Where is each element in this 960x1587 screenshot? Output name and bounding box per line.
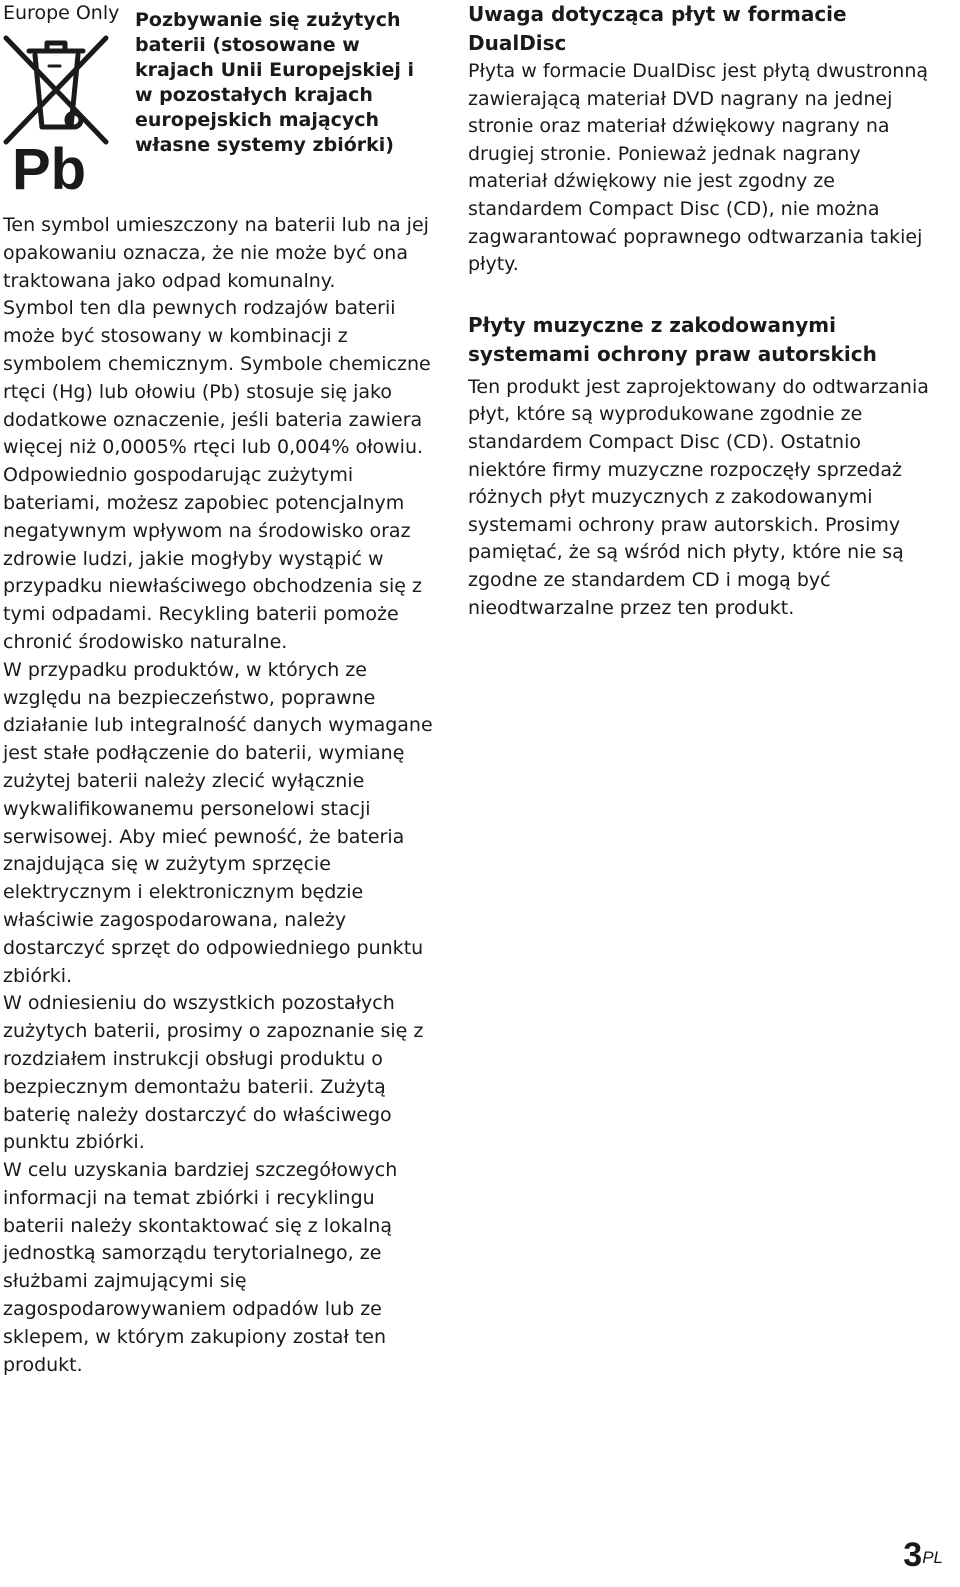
page-language-code: PL	[922, 1548, 943, 1567]
dualdisc-heading: Uwaga dotycząca płyt w formacie DualDisc	[468, 2, 847, 55]
paragraph: W odniesieniu do wszystkich pozostałych zużytych baterii, prosimy o zapoznanie się z rozdziałem instrukcji obsługi produktu o bezpiecznym demontażu baterii. Zużytą baterię należy dostarczyć do właściwego punktu zbiórki.	[3, 992, 424, 1154]
region-label: Europe Only	[3, 2, 120, 24]
paragraph: W celu uzyskania bardziej szczegółowych informacji na temat zbiórki i recyklingu baterii należy skontaktować się z lokalną jednostką samorządu terytorialnego, ze służbami zajmującymi się zagospodarowywaniem odpadów lub ze sklepem, w którym zakupiony został ten produkt.	[3, 1159, 398, 1376]
paragraph: Ten symbol umieszczony na baterii lub na jej opakowaniu oznacza, że nie może być ona traktowana jako odpad komunalny.	[3, 214, 429, 292]
right-column	[468, 0, 938, 622]
copy-protection-heading: Płyty muzyczne z zakodowanymi systemami ochrony praw autorskich	[468, 312, 877, 366]
copy-protection-text: Ten produkt jest zaprojektowany do odtwarzania płyt, które są wyprodukowane zgodnie ze standardem Compact Disc (CD). Ostatnio niektóre firmy muzyczne rozpoczęły sprzedaż różnych płyt muzycznych z zakodowanymi systemami ochrony praw autorskich. Prosimy pamiętać, że są wśród nich płyty, które nie są zgodne ze standardem CD i mogą być nieodtwarzalne przez ten produkt.	[468, 375, 929, 619]
dualdisc-text: Płyta w formacie DualDisc jest płytą dwustronną zawierającą materiał DVD nagrany na jednej stronie oraz materiał dźwiękowy nagrany na drugiej stronie. Ponieważ jednak nagrany materiał dźwiękowy nie jest zgodny ze standardem Compact Disc (CD), nie można zagwarantować poprawnego odtwarzania takiej płyty.	[468, 60, 929, 276]
battery-disposal-text	[3, 212, 435, 1379]
crossed-out-wheeled-bin-icon	[2, 34, 110, 146]
battery-disposal-heading: Pozbywanie się zużytych baterii (stosowane w krajach Unii Europejskiej i w pozostałych krajach europejskich mających własne systemy zbiórki)	[135, 9, 415, 156]
paragraph: W przypadku produktów, w których ze względu na bezpieczeństwo, poprawne działanie lub integralność danych wymagane jest stałe podłączenie do baterii, wymianę zużytej baterii należy zlecić wyłącznie wykwalifikowanemu personelowi stacji serwisowej. Aby mieć pewność, że bateria znajdująca się w zużytym sprzęcie elektrycznym i elektronicznym będzie właściwie zagospodarowana, należy dostarczyć sprzęt do odpowiedniego punktu zbiórki.	[3, 658, 433, 987]
chemical-symbol-pb: Pb	[12, 137, 87, 202]
page-number	[903, 1537, 943, 1573]
paragraph: Odpowiednio gospodarując zużytymi bateriami, możesz zapobiec potencjalnym negatywnym wpływom na środowisko oraz zdrowie ludzi, jakie mogłyby wystąpić w przypadku niewłaściwego obchodzenia się z tymi odpadami. Recykling baterii pomoże chronić środowisko naturalne.	[3, 464, 422, 653]
paragraph: Symbol ten dla pewnych rodzajów baterii może być stosowany w kombinacji z symbolem chemicznym. Symbole chemiczne rtęci (Hg) lub ołowiu (Pb) stosuje się jako dodatkowe oznaczenie, jeśli bateria zawiera więcej niż 0,0005% rtęci lub 0,004% ołowiu.	[3, 297, 431, 459]
page-number-value: 3	[903, 1536, 923, 1574]
